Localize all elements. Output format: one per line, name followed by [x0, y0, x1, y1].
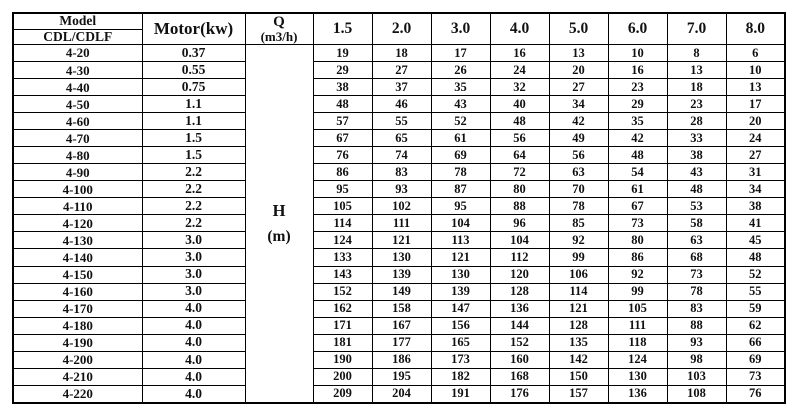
head-value-cell: 102: [372, 198, 431, 215]
model-cell: 4-190: [13, 334, 142, 351]
head-value-cell: 176: [490, 385, 549, 403]
head-value-cell: 130: [431, 266, 490, 283]
motor-power-cell: 2.2: [142, 181, 245, 198]
head-value-cell: 74: [372, 147, 431, 164]
table-row: [13, 164, 785, 181]
head-value-cell: 121: [431, 249, 490, 266]
head-value-cell: 66: [726, 334, 785, 351]
motor-power-cell: 3.0: [142, 266, 245, 283]
head-value-cell: 26: [431, 62, 490, 79]
head-value-cell: 93: [667, 334, 726, 351]
head-value-cell: 87: [431, 181, 490, 198]
head-value-cell: 56: [490, 130, 549, 147]
head-value-cell: 35: [608, 113, 667, 130]
motor-power-cell: 4.0: [142, 300, 245, 317]
head-value-cell: 76: [313, 147, 372, 164]
head-value-cell: 63: [549, 164, 608, 181]
model-header: Model: [13, 13, 142, 29]
head-value-cell: 157: [549, 385, 608, 403]
head-value-cell: 128: [549, 317, 608, 334]
head-value-cell: 113: [431, 232, 490, 249]
model-cell: 4-140: [13, 249, 142, 266]
model-cell: 4-50: [13, 96, 142, 113]
head-value-cell: 13: [726, 79, 785, 96]
head-value-cell: 27: [549, 79, 608, 96]
head-value-cell: 16: [608, 62, 667, 79]
head-value-cell: 72: [490, 164, 549, 181]
head-value-cell: 61: [608, 181, 667, 198]
head-value-cell: 73: [726, 368, 785, 385]
head-value-cell: 27: [372, 62, 431, 79]
head-value-cell: 112: [490, 249, 549, 266]
table-row: [13, 198, 785, 215]
head-value-cell: 13: [667, 62, 726, 79]
table-row: [13, 317, 785, 334]
head-value-cell: 31: [726, 164, 785, 181]
flow-column-header-8: 8.0: [726, 13, 785, 45]
head-value-cell: 34: [549, 96, 608, 113]
motor-power-cell: 4.0: [142, 385, 245, 403]
motor-power-cell: 3.0: [142, 249, 245, 266]
flow-rate-header: [245, 13, 313, 45]
head-value-cell: 24: [726, 130, 785, 147]
head-value-cell: 8: [667, 45, 726, 62]
head-value-cell: 135: [549, 334, 608, 351]
head-value-cell: 42: [549, 113, 608, 130]
table-row: [13, 79, 785, 96]
head-value-cell: 67: [608, 198, 667, 215]
motor-power-cell: 4.0: [142, 334, 245, 351]
flow-column-header-6: 6.0: [608, 13, 667, 45]
head-value-cell: 190: [313, 351, 372, 368]
head-value-cell: 38: [726, 198, 785, 215]
motor-power-cell: 1.1: [142, 96, 245, 113]
head-value-cell: 130: [608, 368, 667, 385]
motor-power-header: Motor(kw): [142, 13, 245, 45]
head-value-cell: 103: [667, 368, 726, 385]
model-cell: 4-20: [13, 45, 142, 62]
head-value-cell: 133: [313, 249, 372, 266]
flow-column-header-2: 2.0: [372, 13, 431, 45]
head-value-cell: 56: [549, 147, 608, 164]
head-value-cell: 177: [372, 334, 431, 351]
motor-power-cell: 4.0: [142, 368, 245, 385]
head-value-cell: 168: [490, 368, 549, 385]
head-value-cell: 118: [608, 334, 667, 351]
head-value-cell: 18: [667, 79, 726, 96]
head-value-cell: 69: [726, 351, 785, 368]
motor-power-cell: 0.37: [142, 45, 245, 62]
motor-power-cell: 3.0: [142, 232, 245, 249]
head-value-cell: 35: [431, 79, 490, 96]
head-value-cell: 124: [313, 232, 372, 249]
head-value-cell: 88: [667, 317, 726, 334]
model-cell: 4-90: [13, 164, 142, 181]
head-value-cell: 156: [431, 317, 490, 334]
head-value-cell: 17: [431, 45, 490, 62]
model-cell: 4-120: [13, 215, 142, 232]
head-value-cell: 99: [608, 283, 667, 300]
head-value-cell: 17: [726, 96, 785, 113]
head-value-cell: 42: [608, 130, 667, 147]
head-value-cell: 92: [549, 232, 608, 249]
table-row: [13, 130, 785, 147]
motor-power-cell: 1.5: [142, 147, 245, 164]
head-value-cell: 96: [490, 215, 549, 232]
table-row: [13, 385, 785, 403]
head-value-cell: 83: [667, 300, 726, 317]
flow-symbol: Q: [273, 14, 285, 30]
motor-power-cell: 0.55: [142, 62, 245, 79]
table-row: [13, 45, 785, 62]
head-value-cell: 108: [667, 385, 726, 403]
head-value-cell: 45: [726, 232, 785, 249]
head-value-cell: 80: [608, 232, 667, 249]
head-symbol: H: [272, 201, 286, 221]
motor-power-cell: 2.2: [142, 198, 245, 215]
head-value-cell: 58: [667, 215, 726, 232]
model-cell: 4-110: [13, 198, 142, 215]
head-value-cell: 93: [372, 181, 431, 198]
head-value-cell: 105: [608, 300, 667, 317]
model-cell: 4-100: [13, 181, 142, 198]
head-value-cell: 13: [549, 45, 608, 62]
head-value-cell: 121: [372, 232, 431, 249]
head-value-cell: 165: [431, 334, 490, 351]
motor-power-cell: 2.2: [142, 215, 245, 232]
model-cell: 4-210: [13, 368, 142, 385]
head-value-cell: 120: [490, 266, 549, 283]
table-row: [13, 249, 785, 266]
head-value-cell: 144: [490, 317, 549, 334]
head-value-cell: 136: [608, 385, 667, 403]
table-row: [13, 266, 785, 283]
head-value-cell: 53: [667, 198, 726, 215]
table-row: [13, 96, 785, 113]
head-value-cell: 136: [490, 300, 549, 317]
flow-unit: (m3/h): [260, 29, 298, 44]
motor-power-cell: 4.0: [142, 351, 245, 368]
head-value-cell: 98: [667, 351, 726, 368]
head-value-cell: 65: [372, 130, 431, 147]
head-value-cell: 114: [549, 283, 608, 300]
head-value-cell: 204: [372, 385, 431, 403]
table-row: [13, 368, 785, 385]
head-value-cell: 111: [608, 317, 667, 334]
head-value-cell: 16: [490, 45, 549, 62]
table-row: [13, 147, 785, 164]
head-value-cell: 10: [726, 62, 785, 79]
head-value-cell: 63: [667, 232, 726, 249]
head-value-cell: 152: [490, 334, 549, 351]
model-cell: 4-160: [13, 283, 142, 300]
head-value-cell: 37: [372, 79, 431, 96]
head-value-cell: 55: [372, 113, 431, 130]
head-value-cell: 181: [313, 334, 372, 351]
model-cell: 4-130: [13, 232, 142, 249]
head-value-cell: 48: [313, 96, 372, 113]
head-value-cell: 105: [313, 198, 372, 215]
head-value-cell: 88: [490, 198, 549, 215]
head-value-cell: 128: [490, 283, 549, 300]
head-value-cell: 147: [431, 300, 490, 317]
motor-power-cell: 2.2: [142, 164, 245, 181]
head-value-cell: 200: [313, 368, 372, 385]
model-cell: 4-180: [13, 317, 142, 334]
head-value-cell: 57: [313, 113, 372, 130]
table-row: [13, 181, 785, 198]
head-value-cell: 182: [431, 368, 490, 385]
head-value-cell: 130: [372, 249, 431, 266]
head-value-cell: 28: [667, 113, 726, 130]
model-cell: 4-30: [13, 62, 142, 79]
head-value-cell: 76: [726, 385, 785, 403]
head-value-cell: 55: [726, 283, 785, 300]
flow-column-header-5: 5.0: [549, 13, 608, 45]
head-value-cell: 160: [490, 351, 549, 368]
head-value-cell: 68: [667, 249, 726, 266]
pump-spec-table-container: [12, 12, 785, 403]
head-value-cell: 86: [608, 249, 667, 266]
head-value-cell: 40: [490, 96, 549, 113]
head-value-cell: 67: [313, 130, 372, 147]
head-value-cell: 139: [431, 283, 490, 300]
table-row: [13, 334, 785, 351]
head-value-cell: 95: [313, 181, 372, 198]
motor-power-cell: 3.0: [142, 283, 245, 300]
head-value-cell: 48: [726, 249, 785, 266]
flow-column-header-4: 4.0: [490, 13, 549, 45]
head-value-cell: 54: [608, 164, 667, 181]
table-row: [13, 113, 785, 130]
table-row: [13, 283, 785, 300]
head-value-cell: 73: [667, 266, 726, 283]
head-value-cell: 32: [490, 79, 549, 96]
head-value-cell: 73: [608, 215, 667, 232]
flow-column-header-1: 1.5: [313, 13, 372, 45]
motor-power-cell: 1.1: [142, 113, 245, 130]
head-value-cell: 20: [549, 62, 608, 79]
head-value-cell: 191: [431, 385, 490, 403]
head-value-cell: 143: [313, 266, 372, 283]
model-cell: 4-200: [13, 351, 142, 368]
head-value-cell: 139: [372, 266, 431, 283]
model-cell: 4-220: [13, 385, 142, 403]
model-cell: 4-150: [13, 266, 142, 283]
header-row-1: [13, 13, 785, 29]
head-value-cell: 43: [667, 164, 726, 181]
head-value-cell: 38: [667, 147, 726, 164]
head-value-cell: 20: [726, 113, 785, 130]
table-row: [13, 215, 785, 232]
model-cell: 4-170: [13, 300, 142, 317]
head-value-cell: 152: [313, 283, 372, 300]
head-unit-cell: [245, 45, 313, 403]
motor-power-cell: 4.0: [142, 317, 245, 334]
head-value-cell: 49: [549, 130, 608, 147]
head-value-cell: 171: [313, 317, 372, 334]
motor-power-cell: 0.75: [142, 79, 245, 96]
table-row: [13, 351, 785, 368]
head-value-cell: 6: [726, 45, 785, 62]
head-value-cell: 104: [490, 232, 549, 249]
head-value-cell: 18: [372, 45, 431, 62]
head-value-cell: 85: [549, 215, 608, 232]
head-value-cell: 167: [372, 317, 431, 334]
head-value-cell: 150: [549, 368, 608, 385]
head-value-cell: 86: [313, 164, 372, 181]
head-value-cell: 29: [313, 62, 372, 79]
head-value-cell: 41: [726, 215, 785, 232]
model-cell: 4-70: [13, 130, 142, 147]
head-value-cell: 209: [313, 385, 372, 403]
table-row: [13, 232, 785, 249]
flow-column-header-7: 7.0: [667, 13, 726, 45]
model-series-header: CDL/CDLF: [13, 29, 142, 45]
head-value-cell: 52: [726, 266, 785, 283]
flow-column-header-3: 3.0: [431, 13, 490, 45]
head-value-cell: 10: [608, 45, 667, 62]
table-row: [13, 62, 785, 79]
head-value-cell: 104: [431, 215, 490, 232]
pump-spec-table: [12, 12, 786, 404]
head-value-cell: 149: [372, 283, 431, 300]
motor-power-cell: 1.5: [142, 130, 245, 147]
head-value-cell: 43: [431, 96, 490, 113]
head-value-cell: 121: [549, 300, 608, 317]
head-value-cell: 59: [726, 300, 785, 317]
head-value-cell: 186: [372, 351, 431, 368]
head-value-cell: 70: [549, 181, 608, 198]
head-value-cell: 34: [726, 181, 785, 198]
head-value-cell: 173: [431, 351, 490, 368]
head-value-cell: 61: [431, 130, 490, 147]
head-value-cell: 80: [490, 181, 549, 198]
table-row: [13, 300, 785, 317]
head-value-cell: 106: [549, 266, 608, 283]
model-cell: 4-80: [13, 147, 142, 164]
head-value-cell: 19: [313, 45, 372, 62]
head-unit: (m): [267, 227, 291, 245]
head-value-cell: 92: [608, 266, 667, 283]
head-value-cell: 46: [372, 96, 431, 113]
table-body: [13, 45, 785, 403]
head-value-cell: 195: [372, 368, 431, 385]
head-value-cell: 124: [608, 351, 667, 368]
head-value-cell: 48: [667, 181, 726, 198]
head-value-cell: 111: [372, 215, 431, 232]
head-value-cell: 99: [549, 249, 608, 266]
head-value-cell: 33: [667, 130, 726, 147]
head-value-cell: 142: [549, 351, 608, 368]
head-value-cell: 48: [490, 113, 549, 130]
model-cell: 4-60: [13, 113, 142, 130]
head-value-cell: 158: [372, 300, 431, 317]
head-value-cell: 52: [431, 113, 490, 130]
head-value-cell: 114: [313, 215, 372, 232]
head-value-cell: 78: [431, 164, 490, 181]
head-value-cell: 78: [667, 283, 726, 300]
head-value-cell: 23: [608, 79, 667, 96]
head-value-cell: 69: [431, 147, 490, 164]
head-value-cell: 38: [313, 79, 372, 96]
head-value-cell: 27: [726, 147, 785, 164]
head-value-cell: 48: [608, 147, 667, 164]
head-value-cell: 62: [726, 317, 785, 334]
head-value-cell: 162: [313, 300, 372, 317]
head-value-cell: 78: [549, 198, 608, 215]
head-value-cell: 24: [490, 62, 549, 79]
head-value-cell: 83: [372, 164, 431, 181]
head-value-cell: 23: [667, 96, 726, 113]
head-value-cell: 95: [431, 198, 490, 215]
head-value-cell: 29: [608, 96, 667, 113]
head-value-cell: 64: [490, 147, 549, 164]
model-cell: 4-40: [13, 79, 142, 96]
